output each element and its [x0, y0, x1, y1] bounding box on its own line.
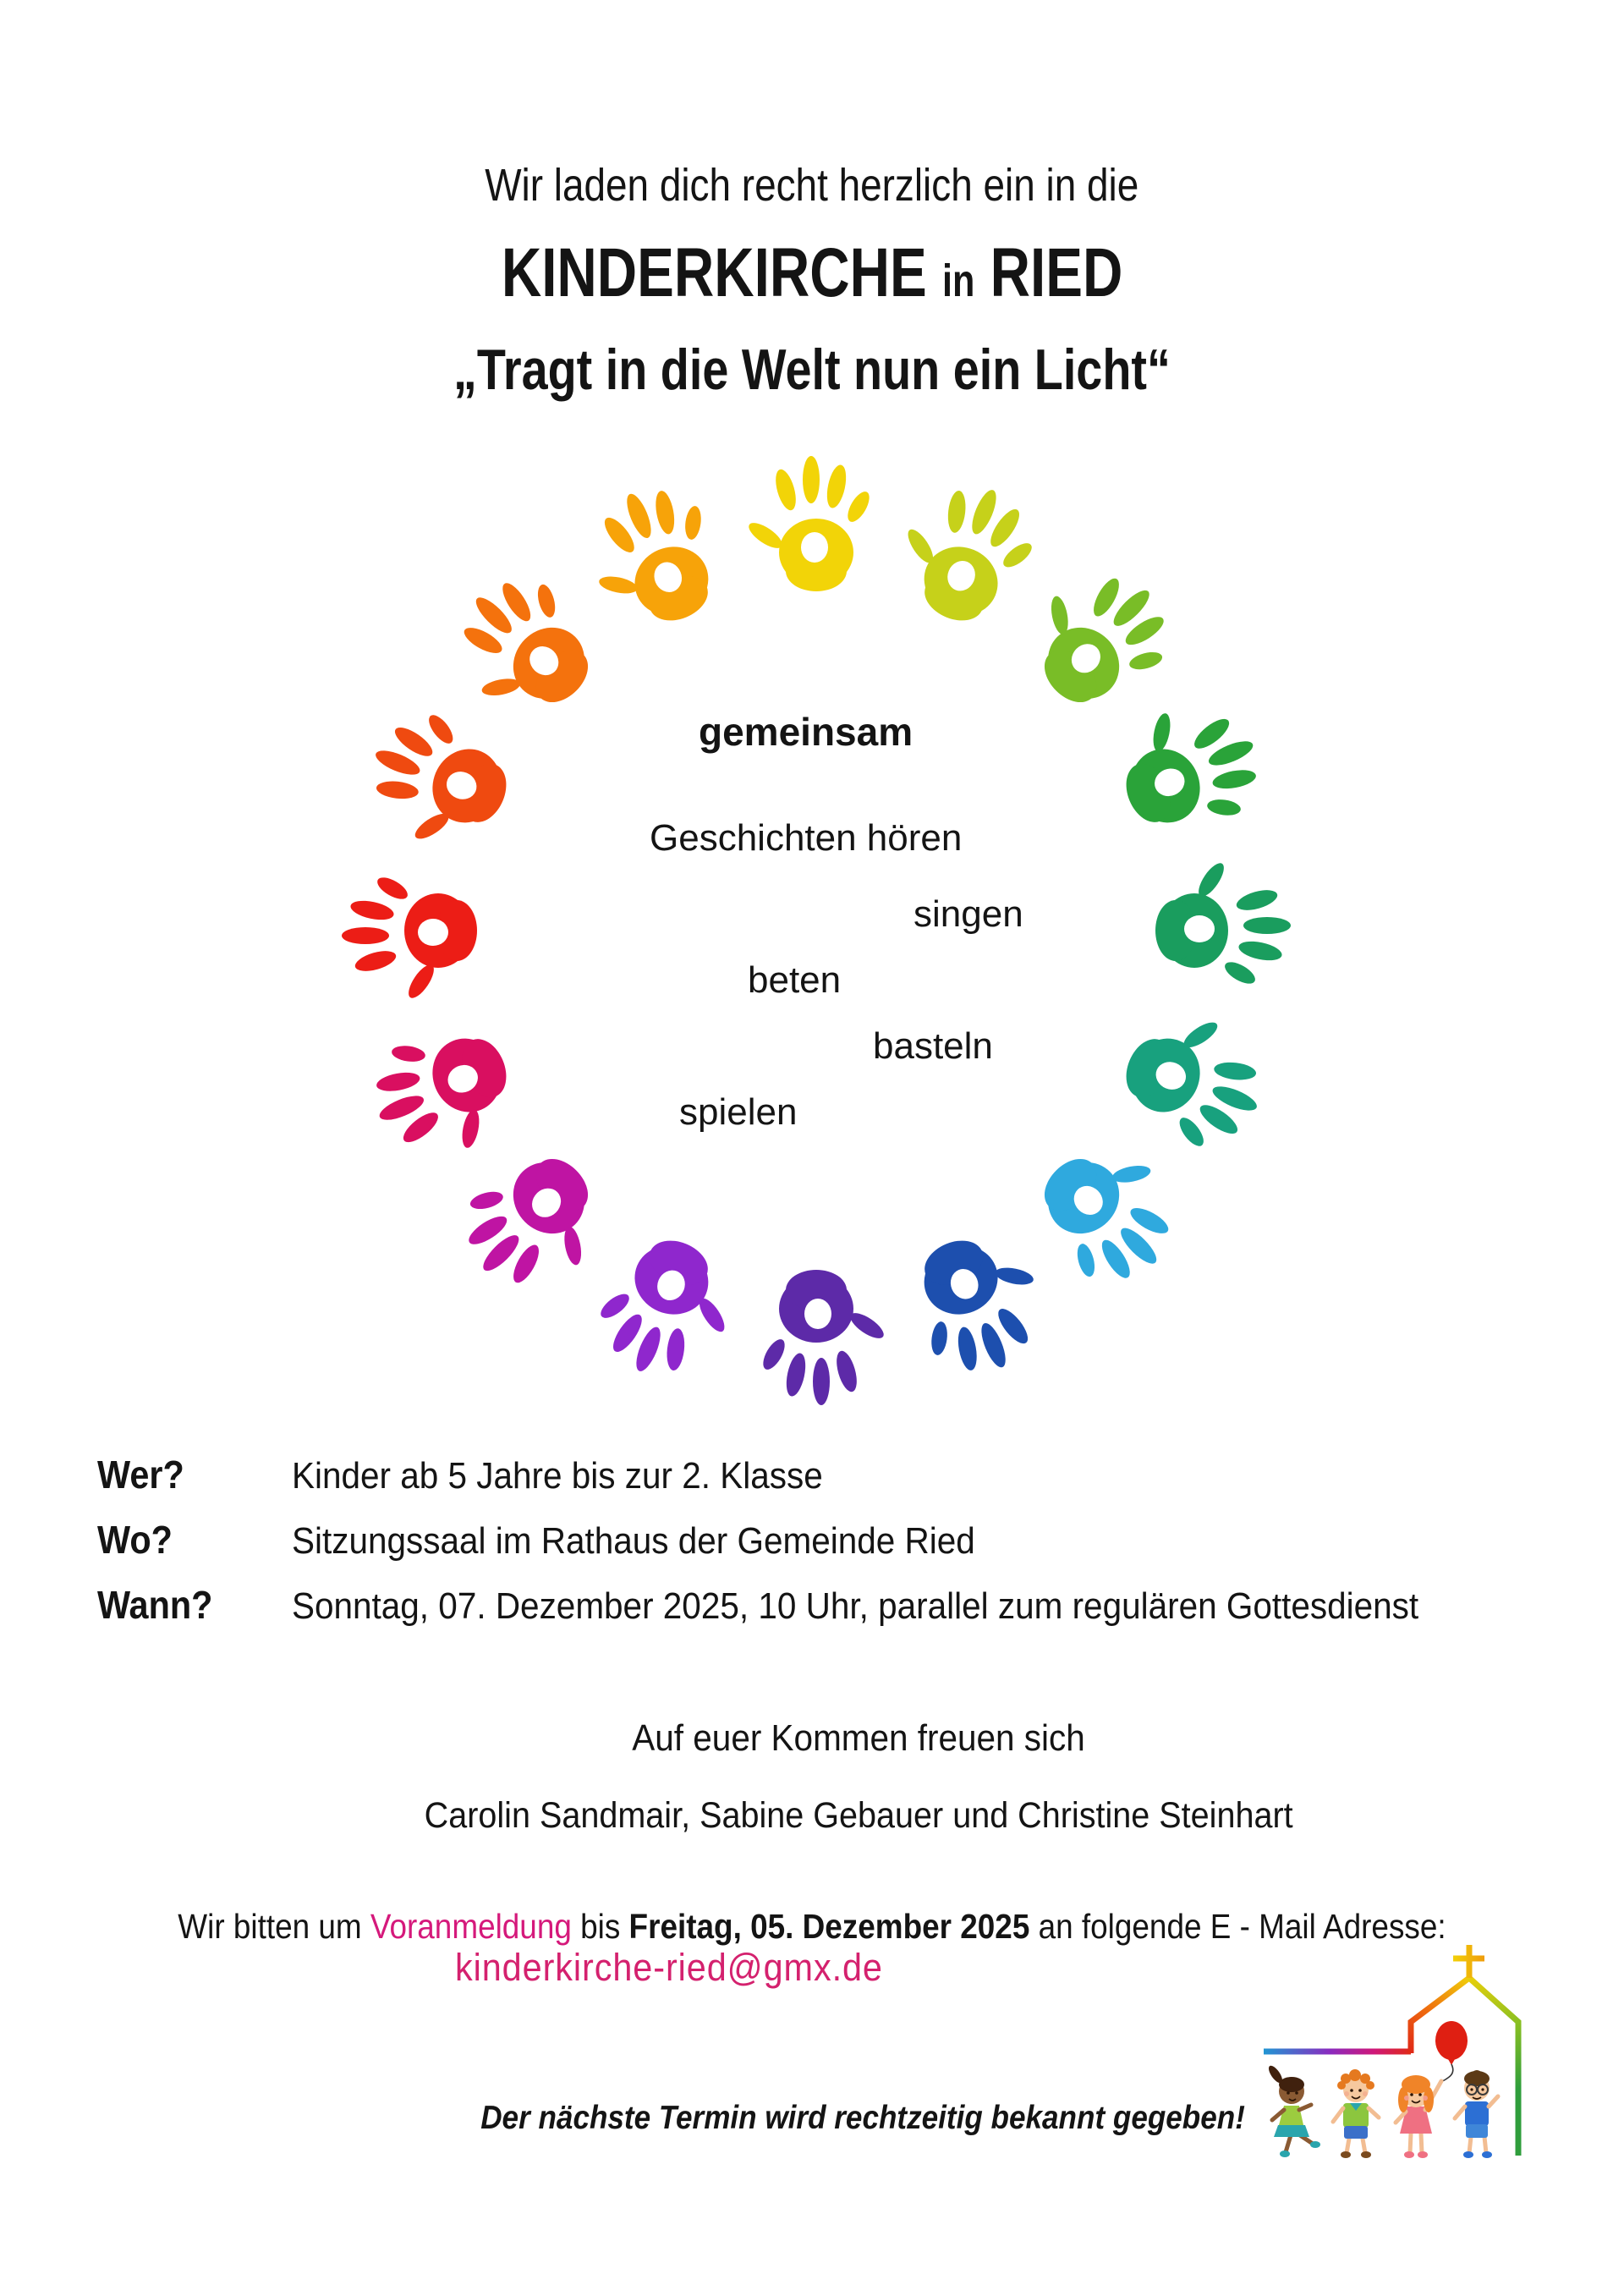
handprint: [1016, 1120, 1203, 1307]
handprint: [350, 696, 524, 867]
registration-deadline: Freitag, 05. Dezember 2025: [628, 1907, 1030, 1946]
circle-center-word: gemeinsam: [699, 710, 914, 754]
info-value-wann: Sonntag, 07. Dezember 2025, 10 Uhr, parallel zum regulären Gottesdienst: [292, 1585, 1419, 1627]
handprint: [1155, 860, 1291, 988]
handprint: [1006, 545, 1193, 732]
activity-beten: beten: [748, 959, 842, 1001]
registration-highlight: Voranmeldung: [370, 1907, 572, 1946]
handprint: [745, 456, 874, 591]
info-value-wo: Sitzungssaal im Rathaus der Gemeinde Ried: [292, 1520, 975, 1562]
balloon-icon: [1435, 2021, 1468, 2081]
handprint: [440, 1130, 627, 1317]
handprint: [881, 464, 1051, 639]
info-row-wann: [97, 1582, 1517, 1628]
child-boy-green: [1333, 2069, 1379, 2158]
intro-text: Wir laden dich recht herzlich ein in die: [485, 160, 1139, 211]
activity-geschichten: Geschichten hören: [650, 817, 963, 859]
activity-spielen: spielen: [679, 1091, 798, 1133]
organizer-names: Carolin Sandmair, Sabine Gebauer und Christine Steinhart: [424, 1795, 1293, 1836]
page-title: [0, 233, 1624, 313]
intro-line: [0, 159, 1624, 211]
handprint: [342, 873, 477, 1002]
info-label-wo: Wo?: [97, 1518, 173, 1562]
handprint: [356, 1008, 530, 1178]
info-row-wo: [97, 1517, 1034, 1563]
handprint-ring: [288, 393, 1345, 1468]
child-girl-pink: [1396, 2075, 1441, 2158]
title-place: RIED: [990, 234, 1123, 311]
registration-prefix: Wir bitten um: [178, 1907, 370, 1946]
children-church-illustration: [1250, 1931, 1548, 2218]
next-date-note: Der nächste Termin wird rechtzeitig bekannt gegeben!: [480, 2100, 1245, 2136]
handprint: [431, 554, 617, 741]
title-main: KINDERKIRCHE: [501, 234, 927, 311]
handprint: [1108, 995, 1282, 1166]
info-label-wann: Wann?: [97, 1583, 213, 1627]
info-label-wer: Wer?: [97, 1453, 184, 1497]
handprint: [582, 1222, 753, 1397]
registration-middle: bis: [571, 1907, 629, 1946]
activity-singen: singen: [914, 893, 1023, 935]
info-value-wer: Kinder ab 5 Jahre bis zur 2. Klasse: [292, 1455, 823, 1497]
subtitle-text: „Tragt in die Welt nun ein Licht“: [453, 338, 1171, 402]
handprint: [569, 470, 740, 645]
email-address: kinderkirche-ried@gmx.de: [455, 1946, 883, 1989]
child-girl-green: [1266, 2063, 1320, 2157]
registration-suffix: an folgende E - Mail Adresse:: [1029, 1907, 1446, 1946]
info-row-wer: [97, 1452, 869, 1497]
handprint: [759, 1270, 887, 1405]
handprint: [893, 1217, 1064, 1391]
child-boy-blue: [1455, 2070, 1498, 2158]
title-connector: in: [941, 255, 975, 306]
handprint: [1102, 684, 1276, 854]
closing-line: Auf euer Kommen freuen sich: [632, 1717, 1085, 1759]
activity-basteln: basteln: [873, 1025, 993, 1067]
